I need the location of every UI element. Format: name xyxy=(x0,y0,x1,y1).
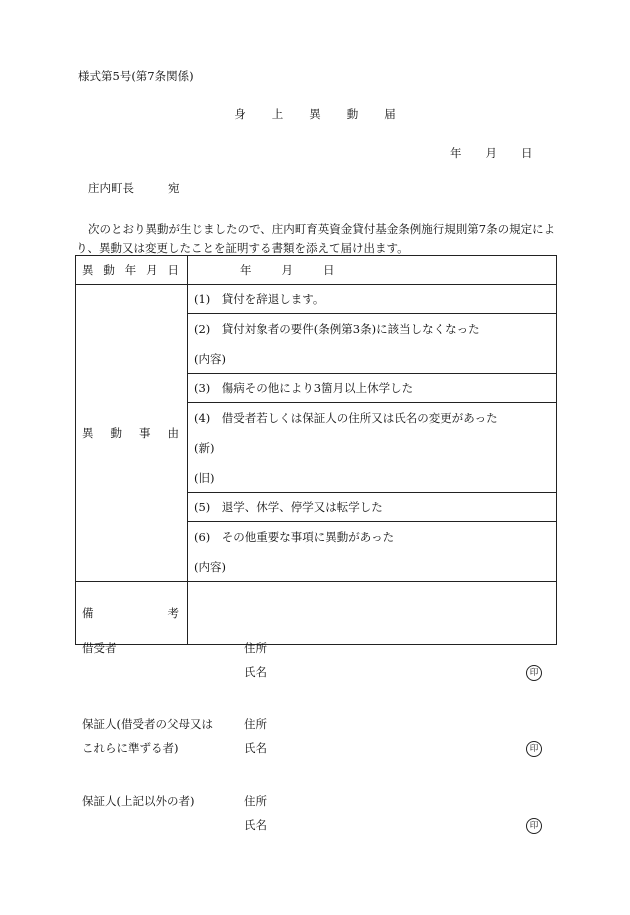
signer-role-line: これらに準ずる者) xyxy=(82,741,179,755)
signer-role-line: 保証人(上記以外の者) xyxy=(82,794,195,808)
address-label[interactable]: 住所 xyxy=(244,717,267,731)
title-char: 上 xyxy=(271,107,284,121)
date-day: 日 xyxy=(521,146,533,160)
reason-new-label: (新) xyxy=(194,441,215,455)
submission-date xyxy=(450,145,557,161)
seal-mark: 印 xyxy=(526,818,542,834)
reason-option-4[interactable] xyxy=(188,403,557,493)
signer-role xyxy=(82,789,194,813)
addressee xyxy=(88,180,180,196)
name-label[interactable]: 氏名 xyxy=(244,818,267,832)
name-label[interactable]: 氏名 xyxy=(244,741,267,755)
address-label[interactable]: 住所 xyxy=(244,794,267,808)
reason-option-2[interactable] xyxy=(188,314,557,374)
label-char: 考 xyxy=(167,606,179,620)
signer-role-line: 借受者 xyxy=(82,641,117,655)
change-reason-label xyxy=(76,285,188,582)
form-number: 様式第5号(第7条関係) xyxy=(78,69,194,83)
signer-role xyxy=(82,712,213,760)
addressee-name: 庄内町長 xyxy=(88,181,134,195)
date-month: 月 xyxy=(485,146,497,160)
change-date-day: 日 xyxy=(323,263,335,277)
reason-option-text: (1) 貸付を辞退します。 xyxy=(194,292,325,306)
label-char: 備 xyxy=(82,606,94,620)
title-char: 異 xyxy=(309,107,321,121)
label-char: 年 xyxy=(124,263,137,277)
body-text: 次のとおり異動が生じましたので、庄内町育英資金貸付基金条例施行規則第7条の規定により、異動又は変更したことを証明する書類を添えて届け出ます。 xyxy=(76,222,556,255)
reason-old-label: (旧) xyxy=(194,471,215,485)
reason-option-6[interactable] xyxy=(188,522,557,582)
label-char: 事 xyxy=(139,426,151,440)
signer-fields xyxy=(244,712,267,760)
reason-detail-label: (内容) xyxy=(194,560,226,574)
title-char: 届 xyxy=(384,107,396,121)
reason-option-text: (4) 借受者若しくは保証人の住所又は氏名の変更があった xyxy=(194,411,498,425)
seal-mark: 印 xyxy=(526,665,542,681)
title-char: 動 xyxy=(346,107,359,121)
address-label[interactable]: 住所 xyxy=(244,641,267,655)
reason-detail-label: (内容) xyxy=(194,352,226,366)
reason-option-text: (2) 貸付対象者の要件(条例第3条)に該当しなくなった xyxy=(194,322,480,336)
reason-option-text: (5) 退学、休学、停学又は転学した xyxy=(194,500,383,514)
reason-option-3[interactable] xyxy=(188,374,557,403)
change-date-year: 年 xyxy=(240,263,252,277)
label-char: 異 xyxy=(82,263,94,277)
reason-option-1[interactable] xyxy=(188,285,557,314)
title-char: 身 xyxy=(234,107,246,121)
date-year: 年 xyxy=(450,146,462,160)
change-details-table xyxy=(75,255,557,645)
addressee-suffix: 宛 xyxy=(168,181,180,195)
label-char: 由 xyxy=(167,426,179,440)
label-char: 動 xyxy=(110,426,122,440)
signer-fields xyxy=(244,789,267,837)
change-date-month: 月 xyxy=(281,263,293,277)
signer-role-line: 保証人(借受者の父母又は xyxy=(82,717,213,731)
label-char: 日 xyxy=(167,263,179,277)
reason-option-text: (3) 傷病その他により3箇月以上休学した xyxy=(194,381,414,395)
reason-option-5[interactable] xyxy=(188,493,557,522)
name-label[interactable]: 氏名 xyxy=(244,665,267,679)
label-char: 動 xyxy=(103,263,115,277)
seal-mark: 印 xyxy=(526,741,542,757)
remarks-field[interactable] xyxy=(188,582,557,645)
change-date-label xyxy=(76,256,188,285)
signer-role xyxy=(82,636,117,660)
reason-option-text: (6) その他重要な事項に異動があった xyxy=(194,530,395,544)
label-char: 異 xyxy=(82,426,94,440)
signer-fields xyxy=(244,636,267,684)
document-title xyxy=(0,106,630,122)
change-date-field[interactable] xyxy=(188,256,557,285)
label-char: 月 xyxy=(146,263,158,277)
